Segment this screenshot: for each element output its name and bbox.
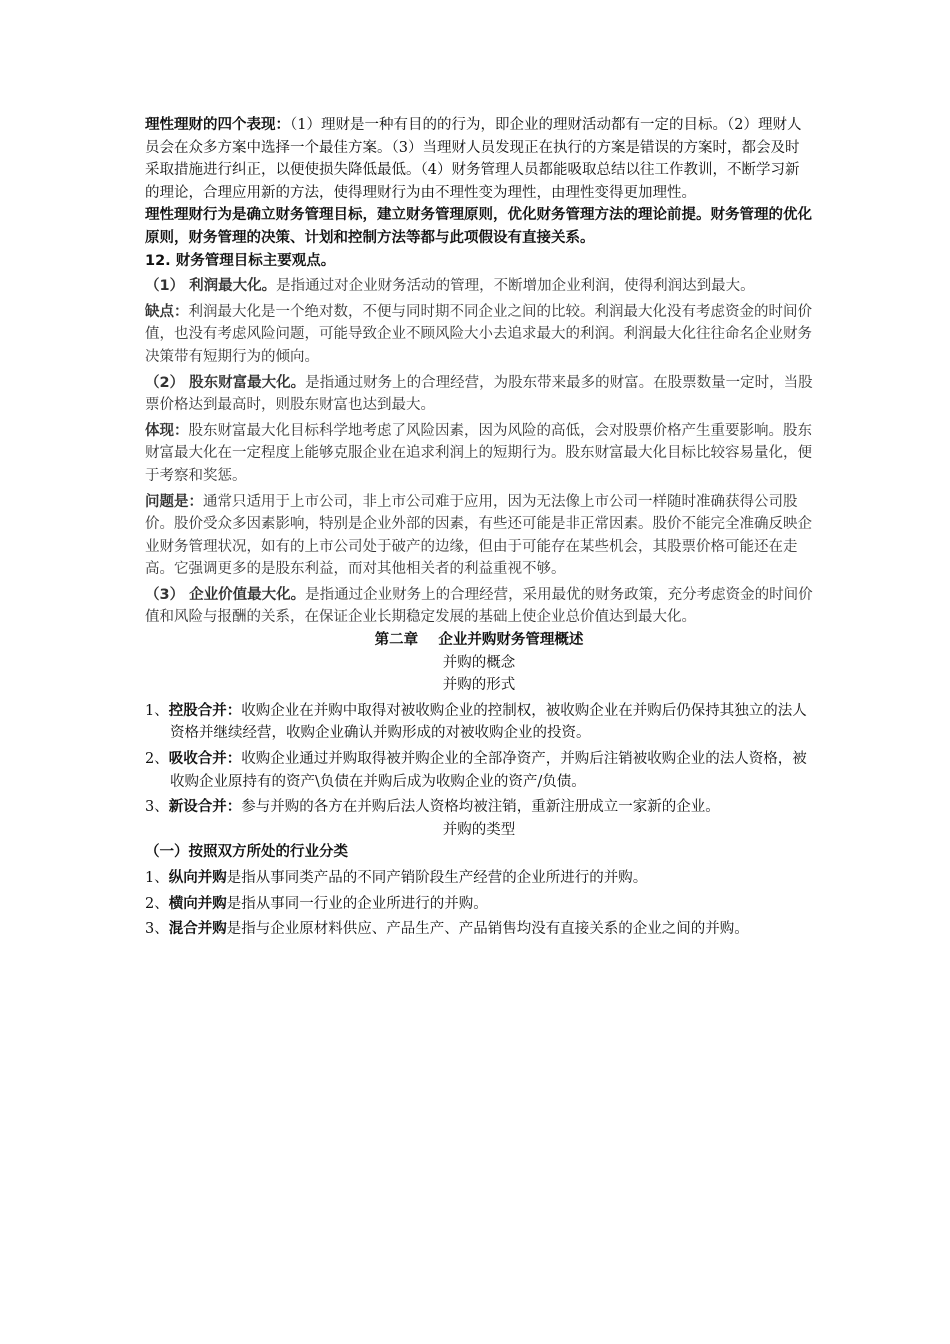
list-text: 是指从事同一行业的企业所进行的并购。	[226, 895, 488, 912]
paragraph-text: 利润最大化是一个绝对数，不便与同时期不同企业之间的比较。利润最大化没有考虑资金的时间价值，也没有考虑风险问题，可能导致企业不顾风险大小去追求最大的利润。利润最大化往往命名企业财务决策带有短期行为的倾向。	[145, 303, 812, 365]
paragraph-drawbacks	[145, 301, 813, 369]
bold-label: 新设合并：	[168, 799, 242, 816]
list-item-conglomerate-merger	[145, 918, 813, 941]
list-item-absorption-merger	[145, 748, 813, 793]
heading-financial-goals: 12. 财务管理目标主要观点。	[145, 252, 336, 269]
category-heading: （一）按照双方所处的行业分类	[145, 844, 348, 861]
paragraph-manifestation	[145, 420, 813, 488]
section-title-types: 并购的类型	[442, 821, 516, 838]
bold-label: 缺点：	[145, 303, 189, 320]
paragraph-text: 是指通过对企业财务活动的管理，不断增加企业利润，使得利润达到最大。	[276, 278, 755, 295]
list-item-vertical-merger	[145, 867, 813, 890]
bold-label: （1） 利润最大化。	[145, 278, 277, 295]
bold-label: （2） 股东财富最大化。	[145, 374, 306, 391]
list-item-new-merger	[145, 796, 813, 819]
paragraph-rational-premise: 理性理财行为是确立财务管理目标，建立财务管理原则，优化财务管理方法的理论前提。财务管理的优化原则，财务管理的决策、计划和控制方法等都与此项假设有直接关系。	[145, 207, 812, 246]
list-number: 3、	[145, 921, 169, 938]
list-item-holding-merger	[145, 700, 813, 745]
list-text: 是指从事同类产品的不同产销阶段生产经营的企业所进行的并购。	[226, 870, 648, 886]
bold-label: （3） 企业价值最大化。	[145, 586, 306, 603]
paragraph-enterprise-value	[145, 584, 813, 629]
paragraph-shareholder-wealth	[145, 372, 813, 417]
list-text: 收购企业在并购中取得对被收购企业的控制权，被收购企业在并购后仍保持其独立的法人资格并继续经营，收购企业确认并购形成的对被收购企业的投资。	[170, 702, 807, 742]
bold-label: 控股合并：	[168, 702, 242, 719]
list-text: 参与并购的各方在并购后法人资格均被注销，重新注册成立一家新的企业。	[241, 799, 720, 816]
bold-label: 吸收合并：	[168, 751, 242, 768]
list-text: 是指与企业原材料供应、产品生产、产品销售均没有直接关系的企业之间的并购。	[226, 921, 749, 938]
paragraph-profit-max	[145, 275, 813, 298]
chapter-title: 第二章 企业并购财务管理概述	[374, 632, 584, 649]
paragraph-text: 通常只适用于上市公司，非上市公司难于应用，因为无法像上市公司一样随时准确获得公司股价。股价受众多因素影响，特别是企业外部的因素，有些还可能是非正常因素。股价不能完全准确反映企业财务管理状况，如有的上市公司处于破产的边缘，但由于可能存在某些机会，其股票价格可能还在走高。它强调更多的是股东利益，而对其他相关者的利益重视不够。	[145, 493, 812, 578]
bold-label: 体现：	[145, 422, 189, 439]
bold-label: 纵向并购	[168, 870, 227, 886]
paragraph-text: 是指通过企业财务上的合理经营，采用最优的财务政策，充分考虑资金的时间价值和风险与报酬的关系，在保证企业长期稳定发展的基础上使企业总价值达到最大化。	[145, 586, 813, 626]
paragraph-rational-finance	[145, 114, 813, 204]
list-item-horizontal-merger	[145, 893, 813, 916]
document-page	[145, 114, 813, 941]
list-number: 2、	[145, 895, 169, 912]
bold-label: 理性理财的四个表现：	[145, 117, 290, 133]
paragraph-problems	[145, 491, 813, 581]
paragraph-text: 是指通过财务上的合理经营，为股东带来最多的财富。在股票数量一定时，当股票价格达到最高时，则股东财富也达到最大。	[145, 374, 813, 414]
list-number: 2、	[145, 751, 169, 768]
list-number: 1、	[145, 702, 169, 719]
section-title-concept: 并购的概念	[442, 654, 516, 671]
paragraph-text: 股东财富最大化目标科学地考虑了风险因素，因为风险的高低，会对股票价格产生重要影响。股东财富最大化在一定程度上能够克服企业在追求利润上的短期行为。股东财富最大化目标比较容易量化，便于考察和奖惩。	[145, 422, 812, 484]
paragraph-text: （1）理财是一种有目的的行为，即企业的理财活动都有一定的目标。（2）理财人员会在众多方案中选择一个最佳方案。（3）当理财人员发现正在执行的方案是错误的方案时，都会及时采取措施进行纠正，以便使损失降低最低。（4）财务管理人员都能吸取总结以往工作教训，不断学习新的理论，合理应用新的方法，使得理财行为由不理性变为理性，由理性变得更加理性。	[145, 117, 802, 201]
bold-label: 问题是：	[145, 493, 203, 510]
bold-label: 混合并购	[168, 921, 227, 938]
list-number: 1、	[145, 870, 169, 886]
section-title-forms: 并购的形式	[442, 677, 516, 694]
list-text: 收购企业通过并购取得被并购企业的全部净资产，并购后注销被收购企业的法人资格，被收购企业原持有的资产\负债在并购后成为收购企业的资产/负债。	[170, 751, 807, 790]
list-number: 3、	[145, 799, 169, 816]
bold-label: 横向并购	[168, 895, 227, 912]
